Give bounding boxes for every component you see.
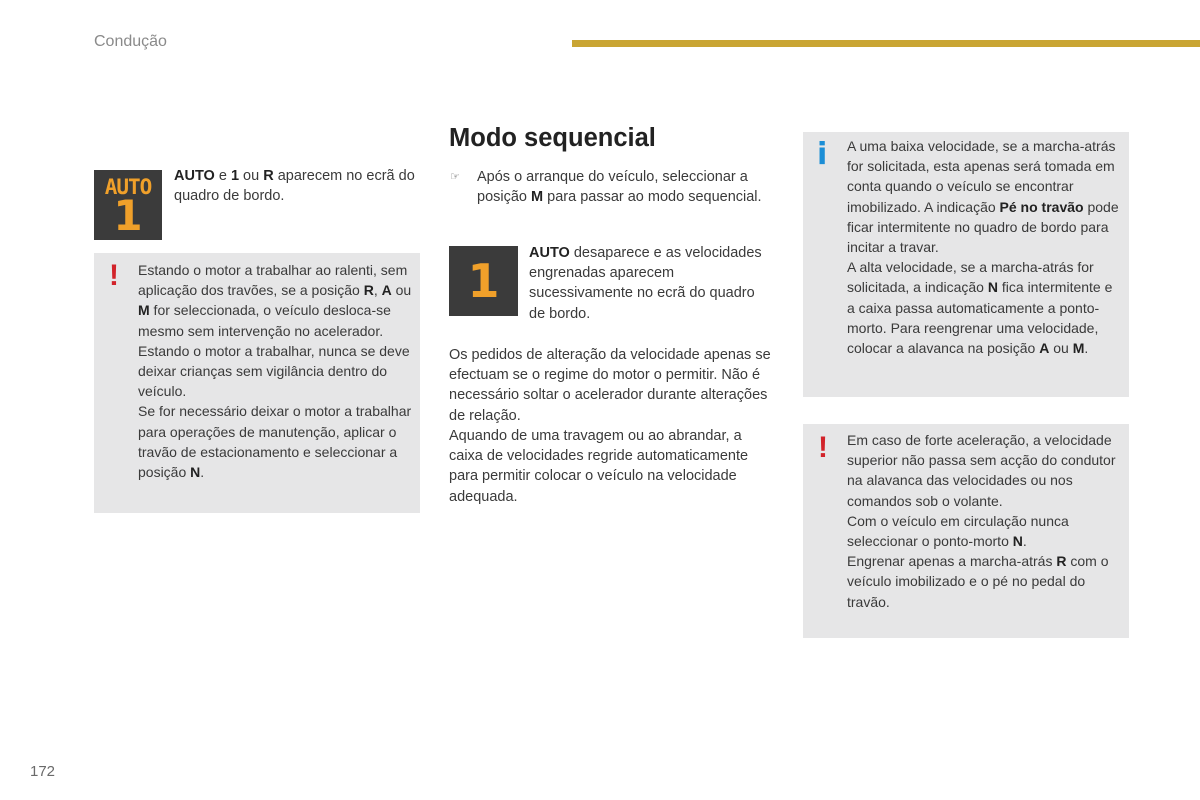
step-instruction: Após o arranque do veículo, seleccionar a posição M para passar ao modo sequencial. xyxy=(477,169,762,206)
reverse-gear-info-text: A uma baixa velocidade, se a marcha-atrás for solicitada, esta apenas será tomada em conta quando o veículo se encontrar imobilizado. A indicação Pé no travão pode ficar intermitente no quadro de bordo para incitar a travar. A alta velocidade, se a marcha-atrás for solicitada, a indicação N fica intermitente e a caixa passa automaticamente a ponto-morto. Para reengrenar uma velocidade, colocar a alavanca na posição A ou M. xyxy=(847,138,1119,357)
auto-disappears-paragraph: AUTO desaparece e as velocidades engrenadas aparecem sucessivamente no ecrã do quadro de bordo. xyxy=(529,245,762,322)
auto-displayed-paragraph: AUTO e 1 ou R aparecem no ecrã do quadro de bordo. xyxy=(174,168,415,205)
display-auto-text: AUTO xyxy=(104,175,152,199)
display-gear-number: 1 xyxy=(467,254,500,308)
header-accent-rule xyxy=(572,40,1200,47)
reverse-gear-info-box xyxy=(803,132,1129,397)
display-gear-number: 1 xyxy=(113,191,143,240)
dashboard-auto-display-image xyxy=(94,170,162,240)
braking-downshift-paragraph: Aquando de uma travagem ou ao abrandar, a caixa de velocidades regride automaticamente para permitir colocar o veículo na velocidade adequada. xyxy=(449,428,749,505)
info-icon: i xyxy=(817,137,828,172)
gear-change-requests-paragraph: Os pedidos de alteração da velocidade apenas se efectuam se o regime do motor o permitir. Não é necessário soltar o acelerador durante alterações de relação. xyxy=(449,347,771,424)
page-number: 172 xyxy=(30,763,56,780)
acceleration-warning-text: Em caso de forte aceleração, a velocidade superior não passa sem acção do condutor na alavanca das velocidades ou nos comandos sob o volante. Com o veículo em circulação nunca seleccionar o ponto-morto N. Engrenar apenas a marcha-atrás R com o veículo imobilizado e o pé no pedal do travão. xyxy=(847,432,1116,610)
idle-warning-text: Estando o motor a trabalhar ao ralenti, sem aplicação dos travões, se a posição R, A ou M for seleccionada, o veículo desloca-se mesmo sem intervenção no acelerador. Estando o motor a trabalhar, nunca se deve deixar crianças sem vigilância dentro do veículo. Se for necessário deixar o motor a trabalhar para operações de manutenção, aplicar o travão de estacionamento e seleccionar a posição N. xyxy=(138,262,412,481)
warning-icon: ! xyxy=(109,259,119,292)
dashboard-gear-display-image xyxy=(449,246,518,316)
page-heading: Modo sequencial xyxy=(449,124,656,152)
bullet-arrow-icon: ☞ xyxy=(450,171,460,183)
acceleration-warning-box xyxy=(803,424,1129,638)
section-title: Condução xyxy=(94,33,167,50)
idle-warning-box xyxy=(94,253,420,513)
warning-icon: ! xyxy=(818,431,828,464)
